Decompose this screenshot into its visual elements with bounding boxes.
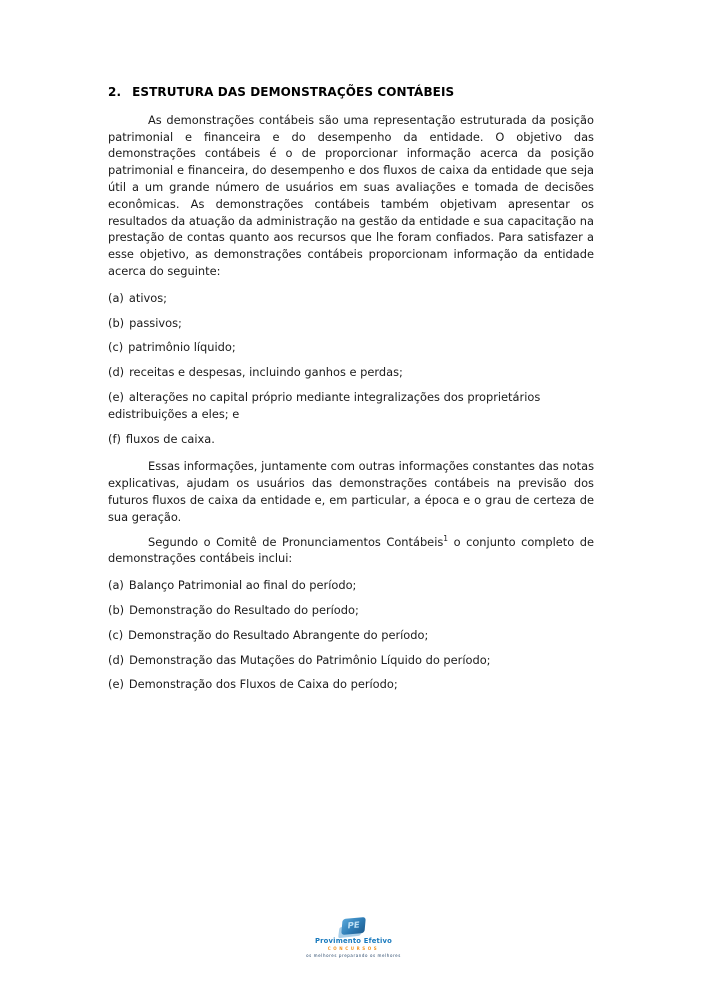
list-item (108, 315, 594, 332)
list-item (108, 364, 594, 381)
list-item (108, 676, 594, 693)
page-content (108, 84, 594, 693)
logo-pe-monogram: PE (341, 917, 366, 935)
paragraph: Essas informações, juntamente com outras informações constantes das notas explicativas, ajudam os usuários das demonstrações contábeis na previsão dos futuros fluxos de caixa da entidade e, em particular, a época e o grau de certeza de sua geração. (108, 459, 594, 524)
list-text: receitas e despesas, incluindo ganhos e perdas; (129, 365, 403, 380)
list-text: fluxos de caixa. (125, 431, 215, 446)
list-text: Demonstração do Resultado do período; (129, 602, 359, 617)
list-item (108, 577, 594, 594)
section-number: 2. (108, 85, 122, 99)
list-marker: (d) (108, 652, 125, 667)
logo-tagline: os melhores preparando os melhores (306, 952, 401, 958)
section-title: ESTRUTURA DAS DEMONSTRAÇÕES CONTÁBEIS (132, 85, 455, 99)
paragraph-text: Segundo o Comitê de Pronunciamentos Contábeis (148, 534, 444, 549)
logo-subtitle: CONCURSOS (327, 946, 380, 951)
list-abc-1 (108, 290, 594, 448)
list-marker: (e) (108, 677, 124, 692)
logo-title: Provimento Efetivo (314, 937, 393, 945)
list-item (108, 602, 594, 619)
list-text: ativos; (128, 290, 167, 305)
paragraph-text: o conjunto completo de demonstrações contábeis inclui: (108, 534, 594, 566)
list-marker: (e) (108, 389, 124, 404)
list-text: Demonstração do Resultado Abrangente do período; (128, 627, 429, 642)
section-heading (108, 84, 594, 101)
list-text: alterações no capital próprio mediante integralizações dos proprietários edistribuições a eles; e (108, 389, 541, 421)
list-item (108, 627, 594, 644)
list-item (108, 389, 594, 423)
list-marker: (b) (108, 315, 125, 330)
list-text: patrimônio líquido; (128, 340, 236, 355)
list-marker: (f) (108, 431, 121, 446)
provimento-efetivo-logo-icon (342, 918, 365, 934)
list-item (108, 339, 594, 356)
list-text: Balanço Patrimonial ao final do período; (128, 578, 357, 593)
list-marker: (c) (108, 340, 124, 355)
list-marker: (b) (108, 602, 125, 617)
list-abc-2 (108, 577, 594, 693)
footnote-reference: 1 (443, 533, 449, 543)
list-item (108, 290, 594, 307)
list-marker: (a) (108, 578, 124, 593)
paragraph-with-footnote (108, 534, 594, 568)
list-marker: (c) (108, 627, 124, 642)
list-item (108, 431, 594, 448)
list-marker: (a) (108, 290, 124, 305)
paragraph: As demonstrações contábeis são uma representação estruturada da posição patrimonial e financeira e do desempenho da entidade. O objetivo das demonstrações contábeis é o de proporcionar informação acerca da posição patrimonial e financeira, do desempenho e dos fluxos de caixa da entidade que seja útil a um grande número de usuários em suas avaliações e tomada de decisões econômicas. As demonstrações contábeis também objetivam apresentar os resultados da atuação da administração na gestão da entidade e sua capacitação na prestação de contas quanto aos recursos que lhe foram confiados. Para satisfazer a esse objetivo, as demonstrações contábeis proporcionam informação da entidade acerca do seguinte: (108, 112, 594, 278)
list-marker: (d) (108, 365, 125, 380)
list-item (108, 652, 594, 669)
list-text: Demonstração dos Fluxos de Caixa do período; (128, 677, 398, 692)
list-text: passivos; (129, 315, 182, 330)
list-text: Demonstração das Mutações do Patrimônio Líquido do período; (129, 652, 491, 667)
footer-logo (0, 918, 707, 958)
